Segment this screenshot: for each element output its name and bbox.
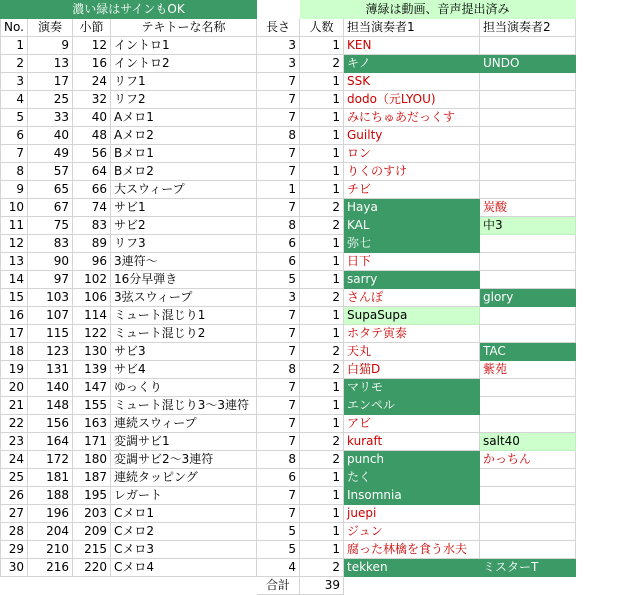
cell-count[interactable]: 1 — [300, 325, 344, 343]
cell-length[interactable]: 1 — [257, 181, 300, 199]
cell-count[interactable]: 2 — [300, 289, 344, 307]
cell-player2[interactable]: 中3 — [480, 217, 576, 235]
cell-name[interactable]: サビ1 — [111, 199, 257, 217]
cell-player2[interactable] — [480, 91, 576, 109]
cell-count[interactable]: 1 — [300, 37, 344, 55]
cell-player1[interactable]: チビ — [344, 181, 480, 199]
cell-length[interactable]: 7 — [257, 397, 300, 415]
cell-length[interactable]: 7 — [257, 91, 300, 109]
table-row — [1, 217, 576, 235]
cell-start[interactable]: 25 — [28, 91, 73, 109]
table-row — [1, 37, 576, 55]
cell-player1[interactable]: 白猫D — [344, 361, 480, 379]
cell-no[interactable]: 25 — [1, 469, 28, 487]
cell-length[interactable]: 6 — [257, 253, 300, 271]
legend-dark-green[interactable]: 濃い緑はサインもOK — [1, 1, 257, 19]
cell-name[interactable]: 16分早弾き — [111, 271, 257, 289]
cell-player2[interactable] — [480, 379, 576, 397]
cell-end[interactable]: 56 — [73, 145, 111, 163]
cell-no[interactable]: 9 — [1, 181, 28, 199]
cell-length[interactable]: 8 — [257, 127, 300, 145]
cell-name[interactable]: Cメロ3 — [111, 541, 257, 559]
cell-no[interactable]: 23 — [1, 433, 28, 451]
cell-player1[interactable]: Insomnia — [344, 487, 480, 505]
cell-name[interactable]: 連続スウィープ — [111, 415, 257, 433]
cell-player1[interactable]: Guilty — [344, 127, 480, 145]
cell-end[interactable]: 209 — [73, 523, 111, 541]
cell-count[interactable]: 1 — [300, 271, 344, 289]
cell-player1[interactable]: 腐った林檎を食う水夫 — [344, 541, 480, 559]
cell-end[interactable]: 83 — [73, 217, 111, 235]
cell-count[interactable]: 1 — [300, 523, 344, 541]
cell-start[interactable]: 67 — [28, 199, 73, 217]
cell-end[interactable]: 64 — [73, 163, 111, 181]
cell-start[interactable]: 131 — [28, 361, 73, 379]
cell-no[interactable]: 19 — [1, 361, 28, 379]
cell-start[interactable]: 65 — [28, 181, 73, 199]
cell-end[interactable]: 122 — [73, 325, 111, 343]
cell-name[interactable]: 3弦スウィープ — [111, 289, 257, 307]
cell-name[interactable]: リフ3 — [111, 235, 257, 253]
cell-player1[interactable]: sarry — [344, 271, 480, 289]
cell-no[interactable]: 27 — [1, 505, 28, 523]
cell-player1[interactable]: juepi — [344, 505, 480, 523]
header-name[interactable]: テキトーな名称 — [111, 19, 257, 37]
cell-no[interactable]: 1 — [1, 37, 28, 55]
cell-player1[interactable]: SupaSupa — [344, 307, 480, 325]
cell-start[interactable]: 40 — [28, 127, 73, 145]
cell-player1[interactable]: キノ — [344, 55, 480, 73]
cell-no[interactable]: 17 — [1, 325, 28, 343]
cell-name[interactable]: リフ1 — [111, 73, 257, 91]
cell-player2[interactable]: TAC — [480, 343, 576, 361]
cell-end[interactable]: 12 — [73, 37, 111, 55]
header-end[interactable]: 小節 — [73, 19, 111, 37]
cell-name[interactable]: 連続タッピング — [111, 469, 257, 487]
cell-end[interactable]: 114 — [73, 307, 111, 325]
cell-start[interactable]: 188 — [28, 487, 73, 505]
cell-end[interactable]: 24 — [73, 73, 111, 91]
cell-player1[interactable]: tekken — [344, 559, 480, 577]
cell-name[interactable]: Cメロ2 — [111, 523, 257, 541]
cell-length[interactable]: 5 — [257, 271, 300, 289]
cell-end[interactable]: 89 — [73, 235, 111, 253]
table-row — [1, 361, 576, 379]
cell-player2[interactable] — [480, 145, 576, 163]
cell-player1[interactable]: さんぽ — [344, 289, 480, 307]
cell-start[interactable]: 9 — [28, 37, 73, 55]
cell-count[interactable]: 2 — [300, 451, 344, 469]
cell-count[interactable]: 2 — [300, 55, 344, 73]
cell-player2[interactable] — [480, 37, 576, 55]
empty-cell[interactable] — [73, 577, 111, 595]
cell-count[interactable]: 2 — [300, 361, 344, 379]
cell-name[interactable]: イントロ1 — [111, 37, 257, 55]
cell-end[interactable]: 48 — [73, 127, 111, 145]
cell-length[interactable]: 3 — [257, 37, 300, 55]
cell-end[interactable]: 102 — [73, 271, 111, 289]
table-row — [1, 73, 576, 91]
cell-name[interactable]: Aメロ1 — [111, 109, 257, 127]
cell-end[interactable]: 163 — [73, 415, 111, 433]
cell-no[interactable]: 26 — [1, 487, 28, 505]
cell-count[interactable]: 2 — [300, 343, 344, 361]
cell-player2[interactable]: 炭酸 — [480, 199, 576, 217]
cell-count[interactable]: 1 — [300, 487, 344, 505]
cell-count[interactable]: 1 — [300, 73, 344, 91]
cell-length[interactable]: 7 — [257, 199, 300, 217]
table-row — [1, 559, 576, 577]
table-row — [1, 469, 576, 487]
cell-count[interactable]: 1 — [300, 181, 344, 199]
cell-player2[interactable] — [480, 487, 576, 505]
cell-length[interactable]: 5 — [257, 523, 300, 541]
cell-length[interactable]: 7 — [257, 145, 300, 163]
header-player2[interactable]: 担当演奏者2 — [480, 19, 576, 37]
cell-end[interactable]: 195 — [73, 487, 111, 505]
cell-length[interactable]: 8 — [257, 451, 300, 469]
cell-no[interactable]: 6 — [1, 127, 28, 145]
cell-no[interactable]: 15 — [1, 289, 28, 307]
cell-length[interactable]: 7 — [257, 73, 300, 91]
cell-no[interactable]: 3 — [1, 73, 28, 91]
cell-player2[interactable] — [480, 523, 576, 541]
cell-no[interactable]: 24 — [1, 451, 28, 469]
cell-player2[interactable] — [480, 415, 576, 433]
cell-player1[interactable]: ロン — [344, 145, 480, 163]
legend-row — [1, 1, 576, 19]
table-row — [1, 109, 576, 127]
cell-count[interactable]: 2 — [300, 217, 344, 235]
table-row — [1, 307, 576, 325]
cell-player2[interactable] — [480, 469, 576, 487]
cell-name[interactable]: サビ3 — [111, 343, 257, 361]
cell-end[interactable]: 220 — [73, 559, 111, 577]
cell-count[interactable]: 1 — [300, 253, 344, 271]
cell-player2[interactable] — [480, 163, 576, 181]
cell-no[interactable]: 28 — [1, 523, 28, 541]
cell-player2[interactable] — [480, 505, 576, 523]
cell-player2[interactable] — [480, 235, 576, 253]
cell-player1[interactable]: ジュン — [344, 523, 480, 541]
cell-end[interactable]: 130 — [73, 343, 111, 361]
cell-player1[interactable]: SSK — [344, 73, 480, 91]
cell-no[interactable]: 22 — [1, 415, 28, 433]
cell-end[interactable]: 180 — [73, 451, 111, 469]
cell-player2[interactable] — [480, 541, 576, 559]
cell-player1[interactable]: エンペル — [344, 397, 480, 415]
cell-player2[interactable] — [480, 397, 576, 415]
cell-player2[interactable] — [480, 181, 576, 199]
table-row — [1, 379, 576, 397]
cell-end[interactable]: 215 — [73, 541, 111, 559]
table-row — [1, 451, 576, 469]
cell-start[interactable]: 33 — [28, 109, 73, 127]
empty-cell[interactable] — [28, 577, 73, 595]
cell-length[interactable]: 8 — [257, 361, 300, 379]
cell-player1[interactable]: ホタテ寅泰 — [344, 325, 480, 343]
cell-player1[interactable]: dodo（元LYOU) — [344, 91, 480, 109]
empty-cell[interactable] — [344, 577, 480, 595]
cell-no[interactable]: 4 — [1, 91, 28, 109]
cell-length[interactable]: 6 — [257, 235, 300, 253]
cell-player1[interactable]: Haya — [344, 199, 480, 217]
cell-start[interactable]: 216 — [28, 559, 73, 577]
cell-end[interactable]: 203 — [73, 505, 111, 523]
cell-start[interactable]: 156 — [28, 415, 73, 433]
table-row — [1, 163, 576, 181]
cell-player1[interactable]: kuraft — [344, 433, 480, 451]
cell-end[interactable]: 32 — [73, 91, 111, 109]
cell-count[interactable]: 2 — [300, 433, 344, 451]
cell-count[interactable]: 1 — [300, 163, 344, 181]
cell-length[interactable]: 5 — [257, 541, 300, 559]
cell-player1[interactable]: KAL — [344, 217, 480, 235]
cell-start[interactable]: 140 — [28, 379, 73, 397]
cell-player2[interactable]: かっちん — [480, 451, 576, 469]
total-label[interactable]: 合計 — [257, 577, 300, 595]
cell-count[interactable]: 1 — [300, 469, 344, 487]
table-row — [1, 505, 576, 523]
cell-length[interactable]: 3 — [257, 289, 300, 307]
cell-no[interactable]: 11 — [1, 217, 28, 235]
cell-count[interactable]: 1 — [300, 145, 344, 163]
cell-count[interactable]: 1 — [300, 235, 344, 253]
cell-start[interactable]: 181 — [28, 469, 73, 487]
cell-end[interactable]: 139 — [73, 361, 111, 379]
cell-length[interactable]: 7 — [257, 433, 300, 451]
cell-name[interactable]: 変調サビ2～3連符 — [111, 451, 257, 469]
cell-count[interactable]: 1 — [300, 109, 344, 127]
cell-start[interactable]: 115 — [28, 325, 73, 343]
cell-count[interactable]: 1 — [300, 415, 344, 433]
cell-count[interactable]: 1 — [300, 505, 344, 523]
header-count[interactable]: 人数 — [300, 19, 344, 37]
cell-no[interactable]: 29 — [1, 541, 28, 559]
cell-name[interactable]: Cメロ1 — [111, 505, 257, 523]
cell-count[interactable]: 1 — [300, 307, 344, 325]
cell-count[interactable]: 1 — [300, 397, 344, 415]
cell-count[interactable]: 2 — [300, 559, 344, 577]
header-row — [1, 19, 576, 37]
table-row — [1, 145, 576, 163]
header-player1[interactable]: 担当演奏者1 — [344, 19, 480, 37]
cell-name[interactable]: Bメロ1 — [111, 145, 257, 163]
cell-length[interactable]: 7 — [257, 415, 300, 433]
cell-name[interactable]: サビ4 — [111, 361, 257, 379]
cell-count[interactable]: 2 — [300, 199, 344, 217]
cell-player2[interactable] — [480, 73, 576, 91]
table-row — [1, 55, 576, 73]
cell-name[interactable]: レガート — [111, 487, 257, 505]
legend-light-green[interactable]: 薄緑は動画、音声提出済み — [300, 1, 576, 19]
cell-no[interactable]: 2 — [1, 55, 28, 73]
cell-start[interactable]: 172 — [28, 451, 73, 469]
cell-player1[interactable]: 天丸 — [344, 343, 480, 361]
cell-start[interactable]: 103 — [28, 289, 73, 307]
cell-start[interactable]: 204 — [28, 523, 73, 541]
table-row — [1, 325, 576, 343]
cell-player2[interactable] — [480, 307, 576, 325]
cell-name[interactable]: サビ2 — [111, 217, 257, 235]
empty-cell[interactable] — [1, 577, 28, 595]
cell-no[interactable]: 10 — [1, 199, 28, 217]
cell-length[interactable]: 7 — [257, 505, 300, 523]
cell-name[interactable]: ミュート混じり2 — [111, 325, 257, 343]
cell-end[interactable]: 147 — [73, 379, 111, 397]
cell-length[interactable]: 7 — [257, 109, 300, 127]
cell-length[interactable]: 7 — [257, 307, 300, 325]
cell-start[interactable]: 75 — [28, 217, 73, 235]
cell-count[interactable]: 1 — [300, 91, 344, 109]
cell-start[interactable]: 13 — [28, 55, 73, 73]
cell-start[interactable]: 17 — [28, 73, 73, 91]
cell-player2[interactable] — [480, 325, 576, 343]
cell-no[interactable]: 20 — [1, 379, 28, 397]
table-row — [1, 271, 576, 289]
cell-end[interactable]: 40 — [73, 109, 111, 127]
cell-length[interactable]: 7 — [257, 163, 300, 181]
cell-length[interactable]: 4 — [257, 559, 300, 577]
cell-length[interactable]: 7 — [257, 487, 300, 505]
cell-no[interactable]: 12 — [1, 235, 28, 253]
cell-name[interactable]: Aメロ2 — [111, 127, 257, 145]
cell-player2[interactable] — [480, 271, 576, 289]
cell-start[interactable]: 57 — [28, 163, 73, 181]
cell-name[interactable]: ゆっくり — [111, 379, 257, 397]
total-value[interactable]: 39 — [300, 577, 344, 595]
cell-no[interactable]: 21 — [1, 397, 28, 415]
cell-name[interactable]: イントロ2 — [111, 55, 257, 73]
cell-player1[interactable]: 日下 — [344, 253, 480, 271]
table-row — [1, 199, 576, 217]
cell-length[interactable]: 7 — [257, 343, 300, 361]
cell-length[interactable]: 6 — [257, 469, 300, 487]
cell-end[interactable]: 155 — [73, 397, 111, 415]
table-row — [1, 523, 576, 541]
cell-count[interactable]: 1 — [300, 541, 344, 559]
cell-end[interactable]: 74 — [73, 199, 111, 217]
cell-player1[interactable]: りくのすけ — [344, 163, 480, 181]
table-row — [1, 433, 576, 451]
cell-start[interactable]: 90 — [28, 253, 73, 271]
cell-no[interactable]: 18 — [1, 343, 28, 361]
cell-name[interactable]: リフ2 — [111, 91, 257, 109]
cell-player1[interactable]: みにちゅあだっくす — [344, 109, 480, 127]
table-row — [1, 91, 576, 109]
cell-start[interactable]: 148 — [28, 397, 73, 415]
cell-length[interactable]: 7 — [257, 379, 300, 397]
cell-name[interactable]: ミュート混じり1 — [111, 307, 257, 325]
cell-name[interactable]: Bメロ2 — [111, 163, 257, 181]
cell-name[interactable]: 変調サビ1 — [111, 433, 257, 451]
cell-start[interactable]: 83 — [28, 235, 73, 253]
cell-start[interactable]: 164 — [28, 433, 73, 451]
cell-no[interactable]: 7 — [1, 145, 28, 163]
cell-start[interactable]: 97 — [28, 271, 73, 289]
header-start[interactable]: 演奏 — [28, 19, 73, 37]
cell-name[interactable]: 3連符～ — [111, 253, 257, 271]
empty-cell[interactable] — [480, 577, 576, 595]
cell-player2[interactable]: glory — [480, 289, 576, 307]
table-row — [1, 487, 576, 505]
cell-player1[interactable]: punch — [344, 451, 480, 469]
cell-player1[interactable]: アビ — [344, 415, 480, 433]
cell-no[interactable]: 16 — [1, 307, 28, 325]
header-length[interactable]: 長さ — [257, 19, 300, 37]
cell-player2[interactable] — [480, 127, 576, 145]
cell-player1[interactable]: 弥七 — [344, 235, 480, 253]
table-row — [1, 343, 576, 361]
cell-end[interactable]: 171 — [73, 433, 111, 451]
cell-player2[interactable] — [480, 109, 576, 127]
cell-length[interactable]: 7 — [257, 325, 300, 343]
table-row — [1, 253, 576, 271]
cell-no[interactable]: 14 — [1, 271, 28, 289]
cell-player2[interactable]: UNDO — [480, 55, 576, 73]
cell-start[interactable]: 107 — [28, 307, 73, 325]
table-row — [1, 235, 576, 253]
table-row — [1, 289, 576, 307]
cell-start[interactable]: 123 — [28, 343, 73, 361]
cell-player2[interactable] — [480, 253, 576, 271]
cell-no[interactable]: 5 — [1, 109, 28, 127]
cell-length[interactable]: 8 — [257, 217, 300, 235]
cell-no[interactable]: 8 — [1, 163, 28, 181]
header-no[interactable]: No. — [1, 19, 28, 37]
cell-player1[interactable]: KEN — [344, 37, 480, 55]
cell-start[interactable]: 49 — [28, 145, 73, 163]
cell-length[interactable]: 3 — [257, 55, 300, 73]
cell-player1[interactable]: マリモ — [344, 379, 480, 397]
cell-count[interactable]: 1 — [300, 127, 344, 145]
table-row — [1, 127, 576, 145]
table-row — [1, 415, 576, 433]
cell-end[interactable]: 106 — [73, 289, 111, 307]
cell-start[interactable]: 196 — [28, 505, 73, 523]
cell-end[interactable]: 66 — [73, 181, 111, 199]
cell-end[interactable]: 187 — [73, 469, 111, 487]
table-row — [1, 181, 576, 199]
empty-cell[interactable] — [111, 577, 257, 595]
cell-no[interactable]: 13 — [1, 253, 28, 271]
cell-name[interactable]: ミュート混じり3～3連符 — [111, 397, 257, 415]
cell-player2[interactable]: ミスターT — [480, 559, 576, 577]
table-row — [1, 541, 576, 559]
cell-player1[interactable]: たく — [344, 469, 480, 487]
cell-end[interactable]: 96 — [73, 253, 111, 271]
cell-player2[interactable]: salt40 — [480, 433, 576, 451]
total-row — [1, 577, 576, 595]
cell-end[interactable]: 16 — [73, 55, 111, 73]
cell-start[interactable]: 210 — [28, 541, 73, 559]
cell-name[interactable]: Cメロ4 — [111, 559, 257, 577]
cell-name[interactable]: 大スウィープ — [111, 181, 257, 199]
table-row — [1, 397, 576, 415]
cell-count[interactable]: 1 — [300, 379, 344, 397]
cell-player2[interactable]: 紫苑 — [480, 361, 576, 379]
cell-no[interactable]: 30 — [1, 559, 28, 577]
